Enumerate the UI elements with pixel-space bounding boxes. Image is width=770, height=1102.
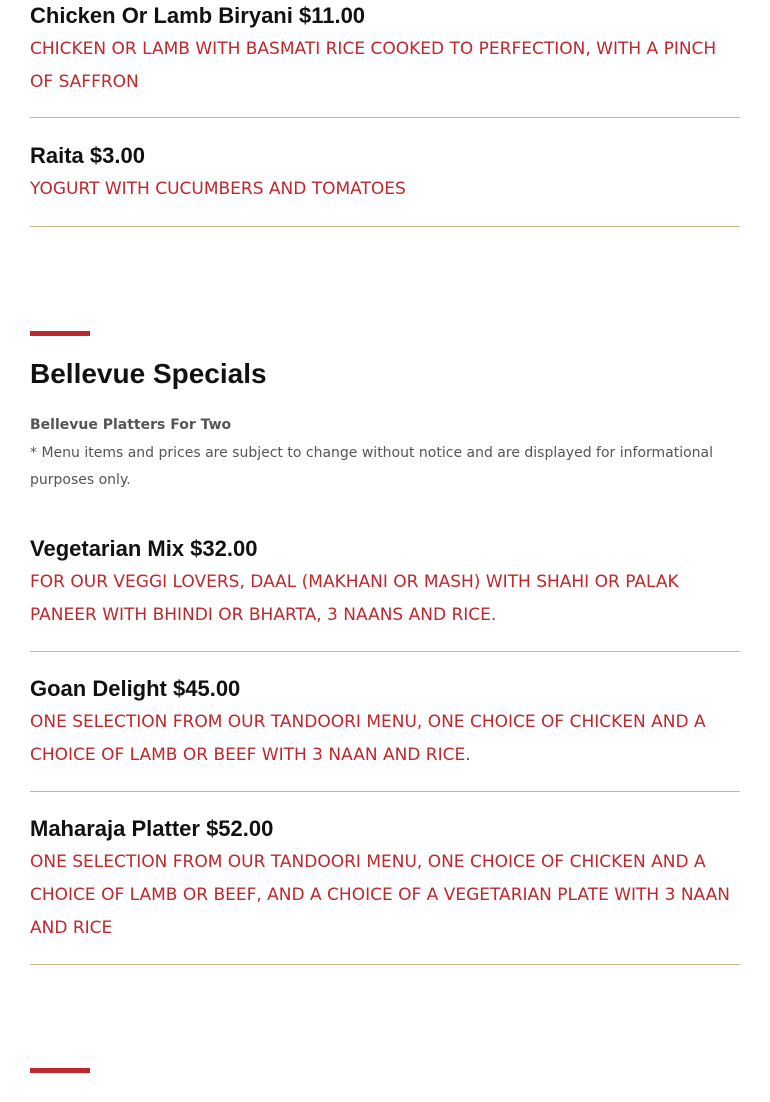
menu-item [30, 0, 740, 118]
section-accent-bar [30, 331, 90, 336]
menu-item-title: Vegetarian Mix $32.00 [30, 536, 258, 561]
menu-item-biryani [30, 0, 740, 118]
menu-item-description: YOGURT WITH CUCUMBERS AND TOMATOES [30, 179, 406, 199]
menu-item-raita [30, 141, 740, 227]
menu-item-title: Goan Delight $45.00 [30, 676, 241, 701]
menu-item [30, 141, 740, 227]
menu-item-title: Chicken Or Lamb Biryani $11.00 [30, 3, 366, 28]
menu-item-description: ONE SELECTION FROM OUR TANDOORI MENU, ONE CHOICE OF CHICKEN AND A CHOICE OF LAMB OR BEEF WITH 3 NAAN AND RICE. [30, 712, 706, 765]
menu-item-vegetarian-mix [30, 534, 740, 652]
menu-item-maharaja-platter [30, 814, 740, 965]
section-title: Bellevue Specials [30, 358, 267, 389]
price-notice: * Menu items and prices are subject to change without notice and are displayed for informational purposes only. [30, 445, 714, 488]
next-section-accent-bar [30, 1068, 90, 1073]
menu-item [30, 534, 740, 652]
menu-item [30, 814, 740, 965]
section-subheading: Bellevue Platters For Two [30, 417, 232, 433]
menu-item-description: CHICKEN OR LAMB WITH BASMATI RICE COOKED TO PERFECTION, WITH A PINCH OF SAFFRON [30, 39, 717, 92]
menu-item-goan-delight [30, 674, 740, 792]
menu-item-description: ONE SELECTION FROM OUR TANDOORI MENU, ONE CHOICE OF CHICKEN AND A CHOICE OF LAMB OR BEEF, AND A CHOICE OF A VEGETARIAN PLATE WITH 3 NAAN AND RICE [30, 852, 730, 938]
menu-item-title: Raita $3.00 [30, 143, 145, 168]
menu-item-description: FOR OUR VEGGI LOVERS, DAAL (MAKHANI OR MASH) WITH SHAHI OR PALAK PANEER WITH BHINDI OR BHARTA, 3 NAANS AND RICE. [30, 572, 679, 625]
menu-item [30, 674, 740, 792]
menu-item-title: Maharaja Platter $52.00 [30, 816, 274, 841]
